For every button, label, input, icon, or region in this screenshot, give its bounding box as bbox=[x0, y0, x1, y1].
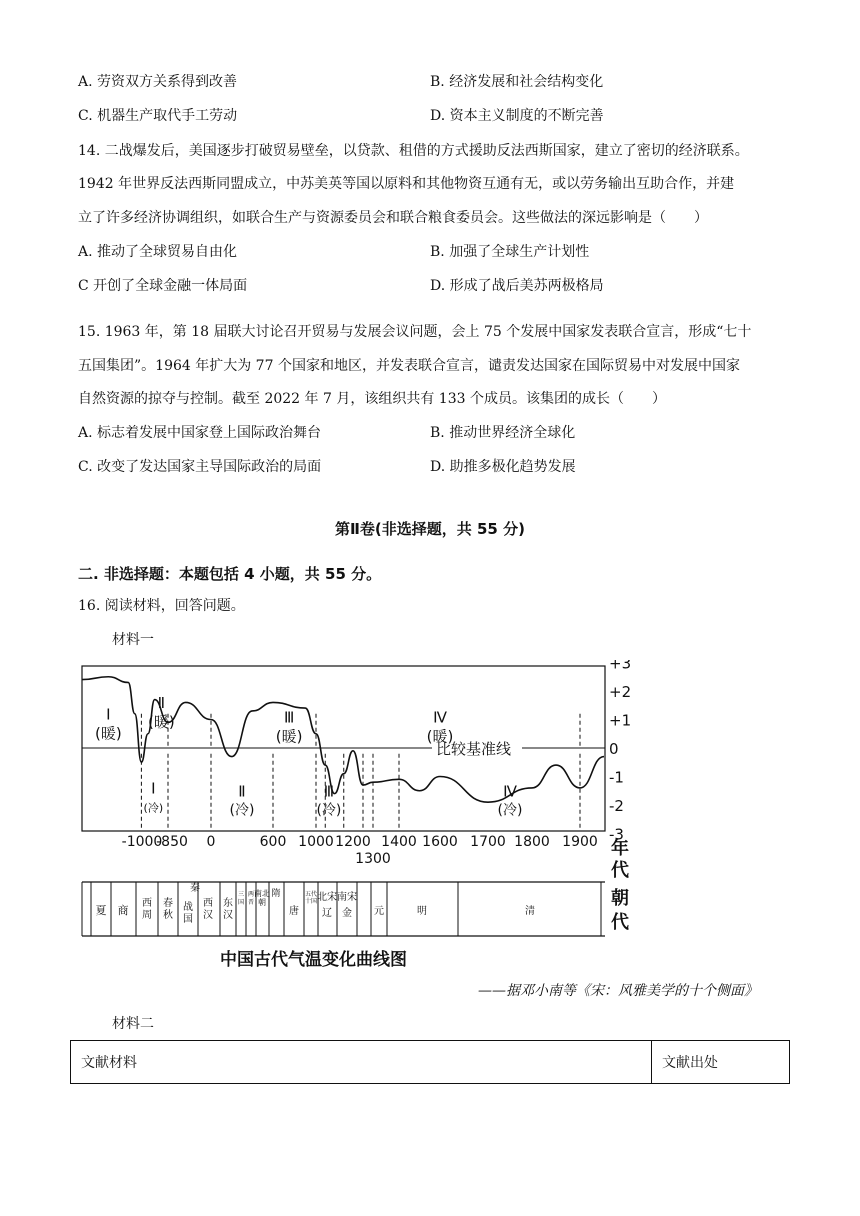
dynasty-label: 夏 bbox=[95, 904, 107, 917]
warm-period-label: (暖) bbox=[426, 727, 454, 746]
dynasty-axis-label-line: 代 bbox=[611, 912, 629, 933]
warm-period-numeral: Ⅰ bbox=[106, 705, 111, 724]
dynasty-label: 朝 bbox=[258, 898, 266, 907]
y-tick-label: +1 bbox=[609, 711, 632, 730]
part2-title: 第Ⅱ卷(非选择题，共 55 分) bbox=[335, 520, 525, 538]
baseline-label: 比较基准线 bbox=[436, 740, 512, 758]
dynasty-axis-label-line: 朝 bbox=[611, 888, 629, 909]
dynasty-label: 十国 bbox=[304, 898, 318, 905]
dynasty-label: 商 bbox=[117, 904, 129, 917]
temperature-chart-svg bbox=[80, 660, 640, 940]
dynasty-label: 元 bbox=[374, 906, 384, 917]
dynasty-label: 南北 bbox=[254, 889, 270, 898]
material1-label: 材料一 bbox=[112, 632, 154, 648]
material2-label: 材料二 bbox=[112, 1016, 154, 1032]
x-tick-label: 1200 bbox=[335, 834, 371, 850]
table-header-source: 文献出处 bbox=[652, 1041, 790, 1084]
warm-period-numeral: Ⅳ bbox=[433, 708, 447, 727]
dynasty-label: 金 bbox=[342, 908, 352, 919]
q15-option-c: C. 改变了发达国家主导国际政治的局面 bbox=[78, 459, 322, 475]
dynasty-label: 西 bbox=[203, 898, 213, 909]
y-tick-label: 0 bbox=[609, 740, 619, 758]
x-axis-label-line: 年 bbox=[611, 838, 629, 859]
dynasty-label: 辽 bbox=[322, 908, 332, 919]
q14-stem-line: 1942 年世界反法西斯同盟成立，中苏美英等国以原料和其他物资互通有无，或以劳务输出互助合作，并建 bbox=[78, 176, 735, 192]
x-tick-label: 1300 bbox=[355, 851, 391, 867]
cold-period-label: (冷) bbox=[316, 802, 342, 819]
warm-period-label: (暖) bbox=[275, 727, 303, 746]
table-row bbox=[71, 1041, 790, 1084]
q14-option-a: A. 推动了全球贸易自由化 bbox=[78, 244, 238, 260]
table-header-material: 文献材料 bbox=[71, 1041, 652, 1084]
q15-stem-line: 自然资源的掠夺与控制。截至 2022 年 7 月，该组织共有 133 个成员。该集团的成长（ ） bbox=[78, 391, 666, 407]
dynasty-label: 春 bbox=[163, 898, 173, 909]
y-tick-label: -1 bbox=[609, 768, 624, 787]
dynasty-label: 两 bbox=[247, 891, 255, 898]
dynasty-label: 隋 bbox=[271, 889, 281, 899]
x-tick-label: 600 bbox=[259, 834, 287, 850]
dynasty-label: 汉 bbox=[223, 910, 233, 921]
cold-period-numeral: Ⅱ bbox=[238, 782, 246, 801]
q14-option-d: D. 形成了战后美苏两极格局 bbox=[430, 278, 604, 294]
x-tick-label: 1700 bbox=[470, 834, 506, 850]
cold-period-numeral: Ⅲ bbox=[323, 782, 335, 801]
dynasty-label: 明 bbox=[417, 906, 427, 917]
dynasty-label: 汉 bbox=[203, 910, 213, 921]
q14-stem-line: 14. 二战爆发后，美国逐步打破贸易壁垒，以贷款、租借的方式援助反法西斯国家，建立了密切的经济联系。 bbox=[78, 143, 749, 159]
y-tick-label: -2 bbox=[609, 797, 624, 815]
dynasty-label: 三 bbox=[237, 891, 245, 898]
q13-option-c: C. 机器生产取代手工劳动 bbox=[78, 108, 238, 124]
q15-stem-line: 五国集团”。1964 年扩大为 77 个国家和地区，并发表联合宣言，谴责发达国家在国际贸易中对发展中国家 bbox=[78, 358, 740, 374]
chart-title: 中国古代气温变化曲线图 bbox=[220, 950, 407, 970]
q15-stem-line: 15. 1963 年，第 18 届联大讨论召开贸易与发展会议问题，会上 75 个发展中国家发表联合宣言，形成“七十 bbox=[78, 324, 752, 340]
warm-period-numeral: Ⅱ bbox=[157, 694, 166, 713]
dynasty-label: 晋 bbox=[247, 899, 255, 906]
dynasty-label: 五代 bbox=[304, 891, 318, 898]
dynasty-label: 南宋 bbox=[337, 892, 357, 903]
dynasty-label: 周 bbox=[142, 910, 152, 921]
q13-option-b: B. 经济发展和社会结构变化 bbox=[430, 74, 604, 90]
q14-stem-line: 立了许多经济协调组织，如联合生产与资源委员会和联合粮食委员会。这些做法的深远影响是（ ） bbox=[78, 210, 708, 226]
q15-option-d: D. 助推多极化趋势发展 bbox=[430, 459, 576, 475]
dynasty-label: 国 bbox=[237, 899, 245, 906]
dynasty-label: 清 bbox=[525, 906, 535, 917]
x-tick-label: 1400 bbox=[381, 834, 417, 850]
dynasty-label: 国 bbox=[183, 914, 193, 925]
dynasty-label: 东 bbox=[223, 898, 233, 909]
x-tick-label: 1800 bbox=[514, 834, 550, 850]
cold-period-label: (冷) bbox=[497, 802, 523, 819]
dynasty-label: 秋 bbox=[163, 910, 173, 921]
x-tick-label: 1900 bbox=[562, 834, 598, 850]
q14-option-c: C 开创了全球金融一体局面 bbox=[78, 278, 248, 294]
cold-period-numeral: Ⅳ bbox=[503, 782, 517, 801]
y-tick-label: +3 bbox=[609, 660, 632, 673]
cold-period-label: (冷) bbox=[229, 802, 255, 819]
source-note: ——据邓小南等《宋：风雅美学的十个侧面》 bbox=[478, 983, 758, 999]
x-tick-label: 1000 bbox=[298, 834, 334, 850]
q15-option-a: A. 标志着发展中国家登上国际政治舞台 bbox=[78, 425, 322, 441]
q13-option-a: A. 劳资双方关系得到改善 bbox=[78, 74, 238, 90]
x-tick-label: -1000 bbox=[121, 834, 163, 850]
dynasty-label: 战 bbox=[183, 902, 193, 913]
dynasty-label: 唐 bbox=[289, 906, 299, 917]
q13-option-d: D. 资本主义制度的不断完善 bbox=[430, 108, 604, 124]
literature-table bbox=[70, 1040, 790, 1084]
q15-option-b: B. 推动世界经济全球化 bbox=[430, 425, 576, 441]
cold-period-label: (冷) bbox=[143, 801, 164, 815]
q16-intro: 16. 阅读材料，回答问题。 bbox=[78, 598, 245, 614]
dynasty-label: 秦 bbox=[190, 883, 200, 894]
section2-heading: 二. 非选择题：本题包括 4 小题，共 55 分。 bbox=[78, 565, 382, 583]
y-tick-label: -3 bbox=[609, 825, 624, 844]
y-tick-label: +2 bbox=[609, 683, 632, 701]
x-tick-label: -850 bbox=[156, 834, 188, 850]
warm-period-label: (暖) bbox=[147, 713, 175, 732]
warm-period-numeral: Ⅲ bbox=[283, 708, 295, 727]
cold-period-numeral: Ⅰ bbox=[151, 779, 156, 798]
dynasty-label: 西 bbox=[142, 898, 152, 909]
q14-option-b: B. 加强了全球生产计划性 bbox=[430, 244, 590, 260]
temperature-chart bbox=[80, 660, 640, 940]
x-tick-label: 0 bbox=[206, 834, 216, 850]
x-axis-label-line: 代 bbox=[611, 860, 629, 881]
dynasty-label: 北宋 bbox=[317, 892, 337, 903]
x-tick-label: 1600 bbox=[422, 834, 458, 850]
warm-period-label: (暖) bbox=[95, 724, 122, 743]
